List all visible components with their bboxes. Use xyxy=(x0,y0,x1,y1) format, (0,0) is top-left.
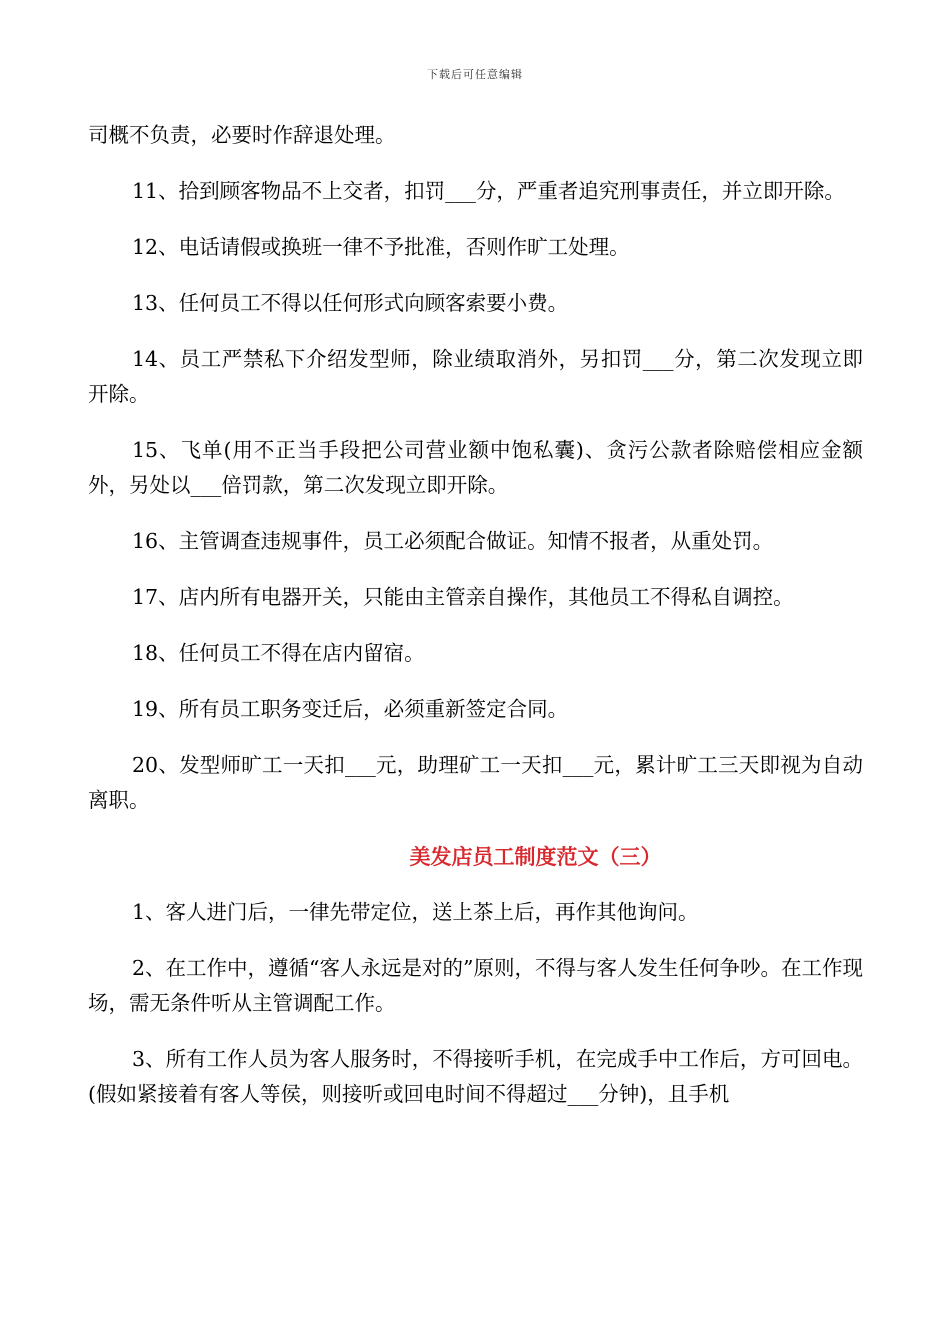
paragraph: 18、任何员工不得在店内留宿。 xyxy=(132,641,425,665)
paragraph: 16、主管调查违规事件，员工必须配合做证。知情不报者，从重处罚。 xyxy=(132,529,774,553)
paragraph: 13、任何员工不得以任何形式向顾客索要小费。 xyxy=(132,291,569,315)
paragraph: 1、客人进门后，一律先带定位，送上茶上后，再作其他询问。 xyxy=(132,900,699,924)
paragraph: 19、所有员工职务变迁后，必须重新签定合同。 xyxy=(132,697,569,721)
paragraph: 2、在工作中，遵循“客人永远是对的”原则，不得与客人发生任何争吵。在工作现场，需无条件听从主管调配工作。 xyxy=(88,956,864,1015)
paragraph: 3、所有工作人员为客人服务时，不得接听手机，在完成手中工作后，方可回电。(假如紧接着有客人等侯，则接听或回电时间不得超过___分钟)，且手机 xyxy=(88,1047,863,1106)
section-heading: 美发店员工制度范文（三） xyxy=(409,844,662,869)
paragraph: 司概不负责，必要时作辞退处理。 xyxy=(88,123,396,147)
paragraph: 12、电话请假或换班一律不予批准，否则作旷工处理。 xyxy=(132,235,630,259)
page-header: 下载后可任意编辑 xyxy=(427,68,523,81)
paragraph: 14、员工严禁私下介绍发型师，除业绩取消外，另扣罚___分，第二次发现立即开除。 xyxy=(88,347,863,406)
paragraph: 15、飞单(用不正当手段把公司营业额中饱私囊)、贪污公款者除赔偿相应金额外，另处以___倍罚款，第二次发现立即开除。 xyxy=(88,438,863,497)
paragraph: 11、拾到顾客物品不上交者，扣罚___分，严重者追究刑事责任，并立即开除。 xyxy=(132,179,845,203)
document-body xyxy=(88,118,863,1133)
paragraph: 20、发型师旷工一天扣___元，助理矿工一天扣___元，累计旷工三天即视为自动离职。 xyxy=(88,753,863,812)
paragraph: 17、店内所有电器开关，只能由主管亲自操作，其他员工不得私自调控。 xyxy=(132,585,794,609)
